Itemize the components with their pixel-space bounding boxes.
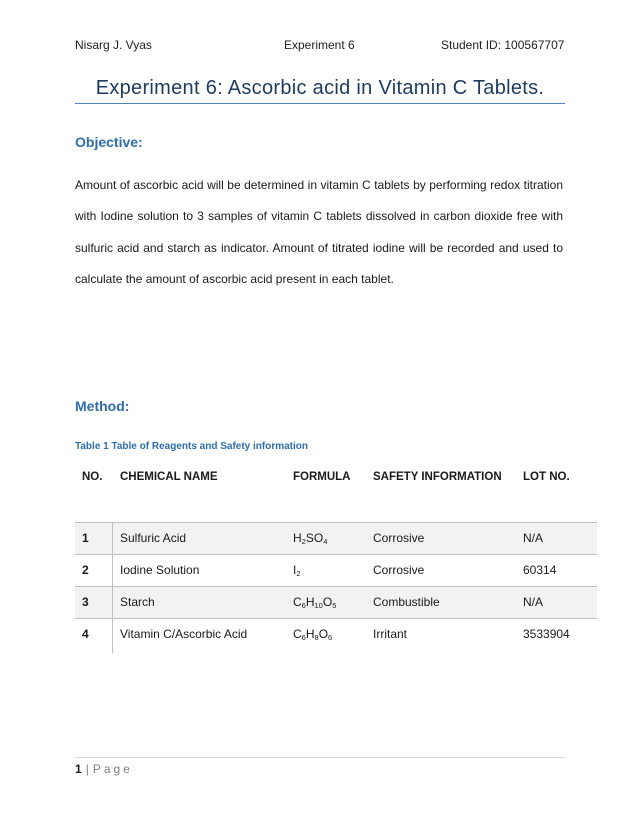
formula-subscript: 2 (301, 537, 306, 546)
page-footer (75, 762, 133, 776)
table-caption: Table 1 Table of Reagents and Safety information (75, 441, 309, 452)
column-header-safety: SAFETY INFORMATION (373, 471, 502, 483)
page-number: 1 (75, 762, 82, 776)
document-title: Experiment 6: Ascorbic acid in Vitamin C Tablets. (95, 77, 545, 99)
cell-safety: Combustible (373, 595, 440, 609)
objective-paragraph: Amount of ascorbic acid will be determined in vitamin C tablets by performing redox titration with Iodine solution to 3 samples of vitamin C tablets dissolved in carbon dioxide free with sulfuric acid and starch as indicator. Amount of titrated iodine will be recorded and used to calculate the amount of ascorbic acid present in each tablet. (75, 178, 563, 287)
footer-rule (75, 757, 565, 758)
cell-formula: $I_2$ (293, 563, 301, 578)
formula-subscript: 5 (332, 601, 337, 610)
footer-separator: | (85, 762, 89, 776)
cell-safety: Irritant (373, 627, 408, 641)
header-student-id: Student ID: 100567707 (441, 38, 565, 52)
formula-subscript: 4 (323, 537, 328, 546)
cell-chemical-name: Iodine Solution (120, 563, 200, 577)
formula-subscript: 2 (296, 569, 301, 578)
header-experiment: Experiment 6 (284, 38, 355, 52)
cell-lot-no: 60314 (523, 563, 557, 577)
column-header-formula: FORMULA (293, 471, 351, 483)
table-row (75, 587, 597, 618)
cell-chemical-name: Vitamin C/Ascorbic Acid (120, 627, 248, 641)
cell-safety: Corrosive (373, 563, 425, 577)
table-column-divider (112, 523, 113, 653)
cell-safety: Corrosive (373, 531, 425, 545)
objective-heading: Objective: (75, 134, 143, 150)
cell-lot-no: N/A (523, 595, 544, 609)
formula-subscript: 10 (314, 601, 323, 610)
cell-formula: $H_2SO_4$ (293, 531, 328, 546)
column-header-chemical-name: CHEMICAL NAME (120, 471, 218, 483)
cell-lot-no: 3533904 (523, 627, 570, 641)
cell-chemical-name: Starch (120, 595, 155, 609)
cell-no: 1 (82, 531, 89, 545)
cell-formula: $C_6H_{10}O_5$ (293, 595, 337, 610)
header-author: Nisarg J. Vyas (75, 38, 152, 52)
formula-subscript: 6 (301, 633, 306, 642)
formula-subscript: 8 (314, 633, 319, 642)
column-header-lot-no: LOT NO. (523, 471, 570, 483)
cell-no: 3 (82, 595, 89, 609)
column-header-no: NO. (82, 471, 103, 483)
formula-subscript: 6 (328, 633, 333, 642)
cell-chemical-name: Sulfuric Acid (120, 531, 187, 545)
page-label: Page (92, 762, 133, 776)
table-row (75, 555, 597, 586)
table-header-row (0, 471, 638, 487)
table-row (75, 523, 597, 554)
cell-formula: $C_6H_8O_6$ (293, 627, 333, 642)
table-row (75, 619, 597, 650)
formula-subscript: 6 (301, 601, 306, 610)
title-underline (75, 103, 565, 104)
method-heading: Method: (75, 398, 130, 414)
cell-no: 2 (82, 563, 89, 577)
cell-no: 4 (82, 627, 89, 641)
cell-lot-no: N/A (523, 531, 544, 545)
